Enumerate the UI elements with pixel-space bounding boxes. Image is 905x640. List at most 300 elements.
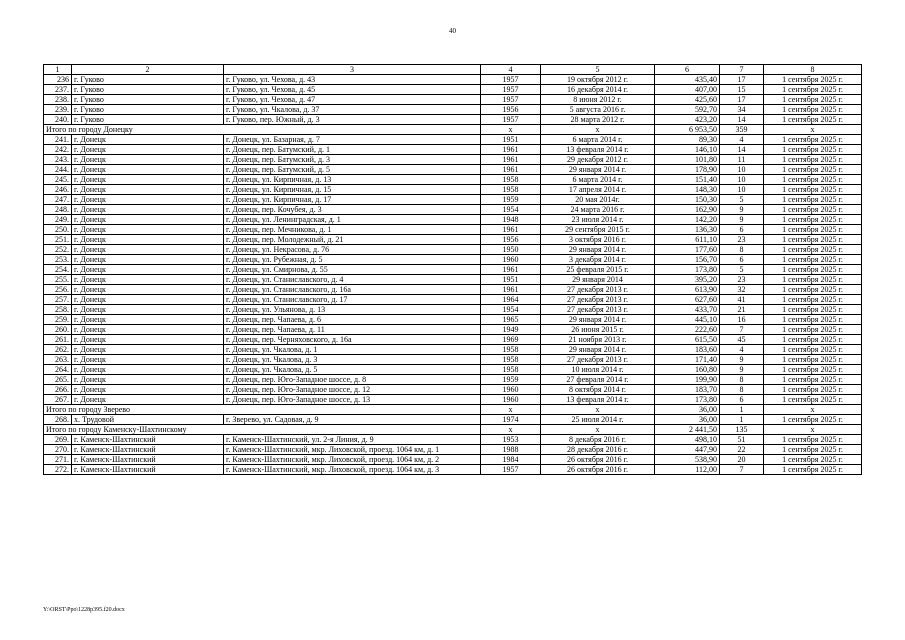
date-cell: 29 января 2014 г. (541, 345, 655, 355)
area-cell: 101,80 (655, 155, 720, 165)
address-cell: г. Донецк, пер. Черняховского, д. 16а (224, 335, 481, 345)
address-cell: г. Донецк, ул. Ульянова, д. 13 (224, 305, 481, 315)
date-cell: 29 января 2014 г. (541, 315, 655, 325)
year-cell: 1956 (481, 105, 541, 115)
deadline-cell: 1 сентября 2025 г. (764, 445, 862, 455)
year-cell: 1961 (481, 165, 541, 175)
settlement-cell: г. Каменск-Шахтинский (72, 445, 224, 455)
area-cell: 183,60 (655, 345, 720, 355)
year-cell: 1948 (481, 215, 541, 225)
deadline-cell: 1 сентября 2025 г. (764, 165, 862, 175)
year-cell: 1965 (481, 315, 541, 325)
year-cell: x (481, 125, 541, 135)
column-header: 8 (764, 65, 862, 75)
row-number: 251. (44, 235, 72, 245)
deadline-cell: 1 сентября 2025 г. (764, 145, 862, 155)
date-cell: 24 марта 2016 г. (541, 205, 655, 215)
date-cell: 28 декабря 2016 г. (541, 445, 655, 455)
address-cell: г. Донецк, ул. Базарная, д. 7 (224, 135, 481, 145)
table-row (44, 315, 862, 325)
count-cell: 7 (720, 465, 764, 475)
year-cell: 1958 (481, 365, 541, 375)
year-cell: x (481, 405, 541, 415)
address-cell: г. Донецк, ул. Чкалова, д. 3 (224, 355, 481, 365)
subtotal-row (44, 125, 862, 135)
table-row (44, 155, 862, 165)
area-cell: 173,80 (655, 265, 720, 275)
settlement-cell: г. Донецк (72, 275, 224, 285)
settlement-cell: г. Донецк (72, 365, 224, 375)
date-cell: 3 октября 2016 г. (541, 235, 655, 245)
count-cell: 4 (720, 135, 764, 145)
settlement-cell: г. Донецк (72, 145, 224, 155)
count-cell: 6 (720, 225, 764, 235)
count-cell: 10 (720, 175, 764, 185)
year-cell: 1957 (481, 465, 541, 475)
address-cell: г. Донецк, пер. Кочубея, д. 3 (224, 205, 481, 215)
address-cell: г. Каменск-Шахтинский, ул. 2-я Линия, д. 9 (224, 435, 481, 445)
deadline-cell: 1 сентября 2025 г. (764, 455, 862, 465)
address-cell: г. Каменск-Шахтинский, мкр. Лиховской, проезд. 1064 км, д. 2 (224, 455, 481, 465)
deadline-cell: 1 сентября 2025 г. (764, 225, 862, 235)
address-cell: г. Донецк, ул. Ленинградская, д. 1 (224, 215, 481, 225)
address-cell: г. Донецк, ул. Кирпичная, д. 13 (224, 175, 481, 185)
settlement-cell: г. Донецк (72, 285, 224, 295)
row-number: 266. (44, 385, 72, 395)
count-cell: 10 (720, 165, 764, 175)
date-cell: 29 января 2014 (541, 275, 655, 285)
settlement-cell: г. Донецк (72, 265, 224, 275)
year-cell: x (481, 425, 541, 435)
table-row (44, 165, 862, 175)
address-cell: г. Донецк, ул. Станиславского, д. 17 (224, 295, 481, 305)
area-cell: 142,20 (655, 215, 720, 225)
area-cell: 171,40 (655, 355, 720, 365)
table-row (44, 285, 862, 295)
date-cell: 26 июня 2015 г. (541, 325, 655, 335)
date-cell: 6 марта 2014 г. (541, 175, 655, 185)
table-row (44, 305, 862, 315)
table-row (44, 95, 862, 105)
address-cell: г. Донецк, ул. Станиславского, д. 4 (224, 275, 481, 285)
area-cell: 160,80 (655, 365, 720, 375)
year-cell: 1957 (481, 95, 541, 105)
settlement-cell: г. Гуково (72, 95, 224, 105)
row-number: 259. (44, 315, 72, 325)
deadline-cell: 1 сентября 2025 г. (764, 365, 862, 375)
area-cell: 36,00 (655, 415, 720, 425)
table-row (44, 385, 862, 395)
count-cell: 41 (720, 295, 764, 305)
deadline-cell: 1 сентября 2025 г. (764, 75, 862, 85)
date-cell: 8 декабря 2016 г. (541, 435, 655, 445)
area-cell: 538,90 (655, 455, 720, 465)
count-cell: 23 (720, 275, 764, 285)
deadline-cell: 1 сентября 2025 г. (764, 295, 862, 305)
row-number: 249. (44, 215, 72, 225)
deadline-cell: 1 сентября 2025 г. (764, 265, 862, 275)
count-cell: 8 (720, 385, 764, 395)
table-row (44, 345, 862, 355)
area-cell: 498,10 (655, 435, 720, 445)
count-cell: 15 (720, 85, 764, 95)
column-header: 5 (541, 65, 655, 75)
settlement-cell: г. Донецк (72, 385, 224, 395)
row-number: 272. (44, 465, 72, 475)
date-cell: 19 октября 2012 г. (541, 75, 655, 85)
row-number: 240. (44, 115, 72, 125)
deadline-cell: 1 сентября 2025 г. (764, 235, 862, 245)
year-cell: 1959 (481, 375, 541, 385)
year-cell: 1958 (481, 345, 541, 355)
housing-registry-table (43, 64, 862, 475)
subtotal-row (44, 425, 862, 435)
document-file-path: Y:\ORST\Ppo\1228p395.f20.docx (43, 607, 125, 613)
year-cell: 1958 (481, 175, 541, 185)
row-number: 260. (44, 325, 72, 335)
row-number: 252. (44, 245, 72, 255)
area-cell: 6 953,50 (655, 125, 720, 135)
area-cell: 183,70 (655, 385, 720, 395)
area-cell: 156,70 (655, 255, 720, 265)
year-cell: 1969 (481, 335, 541, 345)
area-cell: 178,90 (655, 165, 720, 175)
table-row (44, 355, 862, 365)
address-cell: г. Гуково, пер. Южный, д. 3 (224, 115, 481, 125)
table-row (44, 115, 862, 125)
address-cell: г. Донецк, пер. Юго-Западное шоссе, д. 8 (224, 375, 481, 385)
column-header: 6 (655, 65, 720, 75)
date-cell: 27 декабря 2013 г. (541, 295, 655, 305)
area-cell: 146,10 (655, 145, 720, 155)
date-cell: 6 марта 2014 г. (541, 135, 655, 145)
area-cell: 425,60 (655, 95, 720, 105)
settlement-cell: г. Гуково (72, 115, 224, 125)
settlement-cell: г. Гуково (72, 75, 224, 85)
table-row (44, 85, 862, 95)
deadline-cell: 1 сентября 2025 г. (764, 375, 862, 385)
deadline-cell: x (764, 425, 862, 435)
address-cell: г. Гуково, ул. Чехова, д. 47 (224, 95, 481, 105)
settlement-cell: г. Донецк (72, 175, 224, 185)
deadline-cell: 1 сентября 2025 г. (764, 245, 862, 255)
year-cell: 1958 (481, 355, 541, 365)
table-row (44, 225, 862, 235)
count-cell: 23 (720, 235, 764, 245)
count-cell: 32 (720, 285, 764, 295)
year-cell: 1988 (481, 445, 541, 455)
address-cell: г. Зверево, ул. Садовая, д. 9 (224, 415, 481, 425)
deadline-cell: 1 сентября 2025 г. (764, 325, 862, 335)
settlement-cell: г. Донецк (72, 355, 224, 365)
row-number: 239. (44, 105, 72, 115)
deadline-cell: 1 сентября 2025 г. (764, 395, 862, 405)
count-cell: 16 (720, 315, 764, 325)
row-number: 243. (44, 155, 72, 165)
column-header: 7 (720, 65, 764, 75)
table-row (44, 235, 862, 245)
date-cell: 10 июля 2014 г. (541, 365, 655, 375)
count-cell: 8 (720, 245, 764, 255)
row-number: 246. (44, 185, 72, 195)
settlement-cell: г. Донецк (72, 395, 224, 405)
year-cell: 1957 (481, 85, 541, 95)
settlement-cell: г. Донецк (72, 235, 224, 245)
count-cell: 4 (720, 345, 764, 355)
address-cell: г. Донецк, ул. Рубежная, д. 5 (224, 255, 481, 265)
count-cell: 17 (720, 75, 764, 85)
deadline-cell: 1 сентября 2025 г. (764, 155, 862, 165)
table-row (44, 265, 862, 275)
page-number: 40 (449, 27, 456, 35)
area-cell: 433,70 (655, 305, 720, 315)
address-cell: г. Донецк, пер. Мечникова, д. 1 (224, 225, 481, 235)
count-cell: 45 (720, 335, 764, 345)
settlement-cell: г. Донецк (72, 255, 224, 265)
deadline-cell: 1 сентября 2025 г. (764, 385, 862, 395)
settlement-cell: г. Донецк (72, 195, 224, 205)
row-number: 255. (44, 275, 72, 285)
count-cell: 11 (720, 155, 764, 165)
row-number: 248. (44, 205, 72, 215)
area-cell: 136,30 (655, 225, 720, 235)
settlement-cell: г. Гуково (72, 105, 224, 115)
area-cell: 627,60 (655, 295, 720, 305)
year-cell: 1974 (481, 415, 541, 425)
count-cell: 51 (720, 435, 764, 445)
count-cell: 5 (720, 265, 764, 275)
row-number: 271. (44, 455, 72, 465)
count-cell: 6 (720, 395, 764, 405)
date-cell: 13 февраля 2014 г. (541, 145, 655, 155)
address-cell: г. Гуково, ул. Чехова, д. 43 (224, 75, 481, 85)
area-cell: 89,30 (655, 135, 720, 145)
address-cell: г. Донецк, ул. Некрасова, д. 76 (224, 245, 481, 255)
deadline-cell: x (764, 125, 862, 135)
row-number: 247. (44, 195, 72, 205)
address-cell: г. Донецк, пер. Чапаева, д. 6 (224, 315, 481, 325)
date-cell: 8 октября 2014 г. (541, 385, 655, 395)
deadline-cell: 1 сентября 2025 г. (764, 285, 862, 295)
year-cell: 1960 (481, 255, 541, 265)
table-row (44, 185, 862, 195)
deadline-cell: 1 сентября 2025 г. (764, 135, 862, 145)
subtotal-label: Итого по городу Зверево (44, 405, 481, 415)
settlement-cell: г. Донецк (72, 155, 224, 165)
row-number: 270. (44, 445, 72, 455)
address-cell: г. Донецк, пер. Батумский, д. 3 (224, 155, 481, 165)
deadline-cell: 1 сентября 2025 г. (764, 105, 862, 115)
area-cell: 151,40 (655, 175, 720, 185)
deadline-cell: 1 сентября 2025 г. (764, 275, 862, 285)
count-cell: 34 (720, 105, 764, 115)
area-cell: 613,90 (655, 285, 720, 295)
deadline-cell: 1 сентября 2025 г. (764, 305, 862, 315)
count-cell: 22 (720, 445, 764, 455)
date-cell: 27 декабря 2013 г. (541, 355, 655, 365)
row-number: 268. (44, 415, 72, 425)
row-number: 267. (44, 395, 72, 405)
address-cell: г. Донецк, ул. Смирнова, д. 55 (224, 265, 481, 275)
count-cell: 17 (720, 95, 764, 105)
date-cell: 16 декабря 2014 г. (541, 85, 655, 95)
table-row (44, 465, 862, 475)
subtotal-label: Итого по городу Донецку (44, 125, 481, 135)
area-cell: 615,50 (655, 335, 720, 345)
table-row (44, 275, 862, 285)
date-cell: 3 декабря 2014 г. (541, 255, 655, 265)
area-cell: 148,30 (655, 185, 720, 195)
area-cell: 435,40 (655, 75, 720, 85)
settlement-cell: г. Донецк (72, 215, 224, 225)
table-row (44, 455, 862, 465)
count-cell: 14 (720, 145, 764, 155)
table-row (44, 325, 862, 335)
year-cell: 1957 (481, 115, 541, 125)
date-cell: 13 февраля 2014 г. (541, 395, 655, 405)
deadline-cell: 1 сентября 2025 г. (764, 195, 862, 205)
area-cell: 611,10 (655, 235, 720, 245)
settlement-cell: г. Донецк (72, 205, 224, 215)
date-cell: 27 февраля 2014 г. (541, 375, 655, 385)
settlement-cell: г. Каменск-Шахтинский (72, 455, 224, 465)
settlement-cell: г. Донецк (72, 185, 224, 195)
year-cell: 1953 (481, 435, 541, 445)
area-cell: 592,70 (655, 105, 720, 115)
deadline-cell: 1 сентября 2025 г. (764, 345, 862, 355)
area-cell: 177,60 (655, 245, 720, 255)
address-cell: г. Донецк, пер. Батумский, д. 5 (224, 165, 481, 175)
area-cell: 173,80 (655, 395, 720, 405)
address-cell: г. Донецк, ул. Кирпичная, д. 17 (224, 195, 481, 205)
table-row (44, 375, 862, 385)
year-cell: 1961 (481, 285, 541, 295)
deadline-cell: 1 сентября 2025 г. (764, 315, 862, 325)
date-cell: 25 февраля 2015 г. (541, 265, 655, 275)
row-number: 269. (44, 435, 72, 445)
row-number: 242. (44, 145, 72, 155)
table-row (44, 255, 862, 265)
date-cell: 8 июня 2012 г. (541, 95, 655, 105)
year-cell: 1960 (481, 385, 541, 395)
settlement-cell: г. Донецк (72, 305, 224, 315)
deadline-cell: 1 сентября 2025 г. (764, 175, 862, 185)
year-cell: 1961 (481, 145, 541, 155)
table-row (44, 445, 862, 455)
deadline-cell: 1 сентября 2025 г. (764, 185, 862, 195)
date-cell: 29 декабря 2012 г. (541, 155, 655, 165)
date-cell: x (541, 405, 655, 415)
date-cell: 28 марта 2012 г. (541, 115, 655, 125)
date-cell: 29 января 2014 г. (541, 245, 655, 255)
area-cell: 150,30 (655, 195, 720, 205)
area-cell: 447,90 (655, 445, 720, 455)
year-cell: 1964 (481, 295, 541, 305)
subtotal-label: Итого по городу Каменску-Шахтинскому (44, 425, 481, 435)
count-cell: 20 (720, 455, 764, 465)
table-row (44, 145, 862, 155)
count-cell: 14 (720, 115, 764, 125)
table-row (44, 215, 862, 225)
address-cell: г. Донецк, ул. Чкалова, д. 5 (224, 365, 481, 375)
address-cell: г. Донецк, пер. Батумский, д. 1 (224, 145, 481, 155)
settlement-cell: г. Донецк (72, 335, 224, 345)
table-row (44, 175, 862, 185)
area-cell: 445,10 (655, 315, 720, 325)
column-number-row (44, 65, 862, 75)
row-number: 265. (44, 375, 72, 385)
year-cell: 1954 (481, 205, 541, 215)
table-row (44, 335, 862, 345)
year-cell: 1957 (481, 75, 541, 85)
date-cell: 26 октября 2016 г. (541, 465, 655, 475)
settlement-cell: г. Донецк (72, 245, 224, 255)
deadline-cell: 1 сентября 2025 г. (764, 435, 862, 445)
year-cell: 1950 (481, 245, 541, 255)
column-header: 4 (481, 65, 541, 75)
year-cell: 1951 (481, 135, 541, 145)
column-header: 1 (44, 65, 72, 75)
area-cell: 222,60 (655, 325, 720, 335)
table-row (44, 195, 862, 205)
deadline-cell: 1 сентября 2025 г. (764, 335, 862, 345)
deadline-cell: 1 сентября 2025 г. (764, 205, 862, 215)
deadline-cell: 1 сентября 2025 г. (764, 415, 862, 425)
row-number: 261. (44, 335, 72, 345)
deadline-cell: x (764, 405, 862, 415)
row-number: 236 (44, 75, 72, 85)
address-cell: г. Донецк, пер. Чапаева, д. 11 (224, 325, 481, 335)
date-cell: 27 декабря 2013 г. (541, 305, 655, 315)
table-row (44, 105, 862, 115)
table-row (44, 245, 862, 255)
address-cell: г. Донецк, ул. Кирпичная, д. 15 (224, 185, 481, 195)
area-cell: 162,90 (655, 205, 720, 215)
count-cell: 10 (720, 185, 764, 195)
date-cell: 29 сентября 2015 г. (541, 225, 655, 235)
settlement-cell: г. Донецк (72, 165, 224, 175)
subtotal-row (44, 405, 862, 415)
count-cell: 1 (720, 415, 764, 425)
date-cell: 27 декабря 2013 г. (541, 285, 655, 295)
area-cell: 423,20 (655, 115, 720, 125)
settlement-cell: г. Каменск-Шахтинский (72, 465, 224, 475)
count-cell: 6 (720, 255, 764, 265)
date-cell: 23 июля 2014 г. (541, 215, 655, 225)
year-cell: 1961 (481, 155, 541, 165)
deadline-cell: 1 сентября 2025 г. (764, 255, 862, 265)
settlement-cell: г. Донецк (72, 295, 224, 305)
row-number: 258. (44, 305, 72, 315)
count-cell: 8 (720, 375, 764, 385)
area-cell: 36,00 (655, 405, 720, 415)
row-number: 245. (44, 175, 72, 185)
table-row (44, 435, 862, 445)
date-cell: 29 января 2014 г. (541, 165, 655, 175)
column-header: 2 (72, 65, 224, 75)
year-cell: 1951 (481, 275, 541, 285)
table-row (44, 205, 862, 215)
count-cell: 135 (720, 425, 764, 435)
date-cell: x (541, 125, 655, 135)
address-cell: г. Каменск-Шахтинский, мкр. Лиховской, проезд. 1064 км, д. 3 (224, 465, 481, 475)
year-cell: 1960 (481, 395, 541, 405)
address-cell: г. Каменск-Шахтинский, мкр. Лиховской, проезд. 1064 км, д. 1 (224, 445, 481, 455)
settlement-cell: г. Донецк (72, 375, 224, 385)
row-number: 257. (44, 295, 72, 305)
date-cell: 26 октября 2016 г. (541, 455, 655, 465)
year-cell: 1959 (481, 195, 541, 205)
